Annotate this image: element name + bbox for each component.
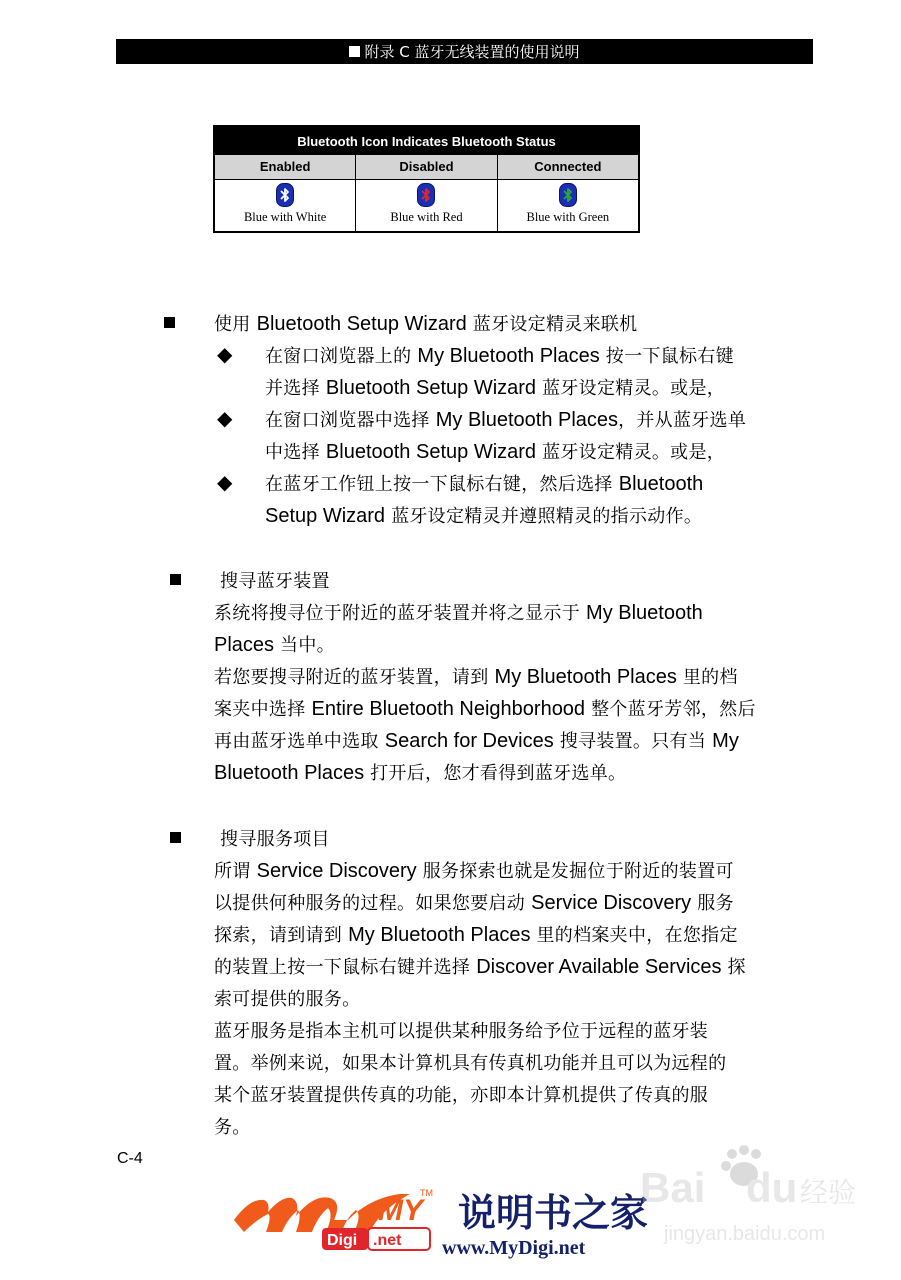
- text-segment: Places: [214, 634, 275, 656]
- text-segment: Discover Available Services: [476, 956, 722, 978]
- section2-line: [214, 759, 626, 785]
- text-segment: My Bluetooth Places: [435, 409, 619, 431]
- text-segment: Entire Bluetooth Neighborhood: [311, 698, 586, 720]
- text-segment: Search for Devices: [384, 730, 554, 752]
- section1-heading: [214, 310, 637, 336]
- text-segment: 蓝牙设定精灵并遵照精灵的指示动作。: [385, 506, 703, 527]
- text-segment: 某个蓝牙装置提供传真的功能，亦即本计算机提供了传真的服: [214, 1085, 709, 1106]
- chapter-header: [116, 39, 813, 64]
- table-title: Bluetooth Icon Indicates Bluetooth Status: [215, 127, 638, 155]
- section2-heading: 搜寻蓝牙装置: [220, 571, 330, 592]
- text-segment: 当中。: [274, 635, 335, 656]
- text-segment: 里的档: [676, 667, 738, 688]
- footer-logo: [230, 1180, 670, 1260]
- section1-item-line: [265, 470, 703, 496]
- section2-line: [214, 663, 738, 689]
- status-column-disabled: [356, 155, 497, 231]
- section2-bullet-icon: [170, 574, 181, 585]
- bluetooth-icon: [276, 183, 294, 207]
- column-description: Blue with Green: [526, 210, 610, 224]
- section1-item-line: [265, 438, 725, 464]
- text-segment: Bluetooth: [618, 473, 704, 495]
- section1-item-line: [265, 374, 725, 400]
- diamond-bullet-icon: ◆: [217, 470, 233, 494]
- text-segment: 探: [721, 957, 746, 978]
- page-number: C-4: [117, 1150, 143, 1167]
- text-segment: 蓝牙设定精灵来联机: [466, 314, 638, 335]
- watermark-bai: Bai: [640, 1164, 706, 1211]
- column-header: Enabled: [215, 155, 355, 180]
- section2-line: [214, 727, 739, 753]
- bluetooth-status-table: [213, 125, 640, 233]
- column-body: [356, 180, 496, 231]
- text-segment: 蓝牙服务是指本主机可以提供某种服务给予位于远程的蓝牙装: [214, 1021, 709, 1042]
- text-segment: 服务探索也就是发掘位于附近的装置可: [416, 861, 734, 882]
- text-segment: 探索，请到请到: [214, 925, 349, 946]
- text-segment: Bluetooth Setup Wizard: [325, 377, 537, 399]
- column-description: Blue with White: [243, 210, 327, 224]
- text-segment: 里的档案夹中，在您指定: [530, 925, 738, 946]
- text-segment: Service Discovery: [531, 892, 692, 914]
- text-segment: 在蓝牙工作钮上按一下鼠标右键，然后选择: [265, 474, 619, 495]
- column-description: Blue with Red: [390, 210, 463, 224]
- baidu-watermark: [640, 1140, 860, 1250]
- text-segment: ，并从蓝牙选单: [618, 410, 747, 431]
- section3-heading: 搜寻服务项目: [220, 829, 330, 850]
- section3-line: [214, 1113, 251, 1139]
- watermark-du: du: [746, 1164, 798, 1211]
- status-column-connected: [498, 155, 638, 231]
- column-header: Connected: [498, 155, 638, 180]
- header-title: 附录 C 蓝牙无线装置的使用说明: [364, 43, 580, 61]
- text-segment: 服务: [691, 893, 734, 914]
- text-segment: 以提供何种服务的过程。如果您要启动: [214, 893, 532, 914]
- logo-tm: TM: [420, 1188, 433, 1198]
- column-header: Disabled: [356, 155, 496, 180]
- site-title: 说明书之家: [458, 1191, 649, 1235]
- digi-text: Digi: [327, 1232, 358, 1249]
- text-segment: 中选择: [265, 442, 326, 463]
- text-segment: 务。: [214, 1117, 251, 1138]
- text-segment: 所谓: [214, 861, 257, 882]
- column-body: [498, 180, 638, 231]
- diamond-bullet-icon: ◆: [217, 406, 233, 430]
- site-url: www.MyDigi.net: [442, 1237, 586, 1259]
- text-segment: Setup Wizard: [265, 505, 386, 527]
- text-segment: 搜寻装置。只有当: [553, 731, 713, 752]
- text-segment: My: [712, 730, 739, 752]
- section1-bullet-icon: [164, 317, 175, 328]
- text-segment: 蓝牙设定精灵。或是，: [536, 378, 726, 399]
- section3-line: [214, 1049, 726, 1075]
- header-square-icon: [349, 46, 360, 57]
- net-text: .net: [373, 1232, 402, 1249]
- section2-line: [214, 599, 703, 625]
- logo-my: MY: [378, 1194, 423, 1227]
- section3-line: [214, 985, 360, 1011]
- text-segment: My Bluetooth Places: [348, 924, 531, 946]
- text-segment: Service Discovery: [256, 860, 417, 882]
- text-segment: 使用: [214, 314, 257, 335]
- section3-line: [214, 1017, 708, 1043]
- section1-item-line: [265, 342, 734, 368]
- section1-item-line: [265, 502, 702, 528]
- text-segment: 在窗口浏览器上的: [265, 346, 418, 367]
- section3-line: [214, 921, 738, 947]
- text-segment: 的装置上按一下鼠标右键并选择: [214, 957, 477, 978]
- section3-line: [214, 889, 734, 915]
- text-segment: 整个蓝牙芳邻，然后: [585, 699, 756, 720]
- text-segment: 系统将搜寻位于附近的蓝牙装置并将之显示于: [214, 603, 587, 624]
- diamond-bullet-icon: ◆: [217, 342, 233, 366]
- section1-item-line: [265, 406, 746, 432]
- section3-line: [214, 857, 734, 883]
- text-segment: 索可提供的服务。: [214, 989, 361, 1010]
- text-segment: 按一下鼠标右键: [599, 346, 734, 367]
- text-segment: 置。举例来说，如果本计算机具有传真机功能并且可以为远程的: [214, 1053, 727, 1074]
- section3-line: [214, 953, 746, 979]
- status-column-enabled: [215, 155, 356, 231]
- bluetooth-icon: [559, 183, 577, 207]
- text-segment: My Bluetooth: [586, 602, 703, 624]
- bluetooth-icon: [417, 183, 435, 207]
- text-segment: Bluetooth Setup Wizard: [256, 313, 467, 335]
- column-body: [215, 180, 355, 231]
- mydigi-logo: [230, 1180, 670, 1260]
- watermark-jingyan: 经验: [800, 1176, 857, 1209]
- text-segment: 并选择: [265, 378, 326, 399]
- text-segment: Bluetooth Setup Wizard: [325, 441, 537, 463]
- text-segment: 案夹中选择: [214, 699, 312, 720]
- text-segment: 打开后，您才看得到蓝牙选单。: [364, 763, 627, 784]
- section3-line: [214, 1081, 708, 1107]
- text-segment: 若您要搜寻附近的蓝牙装置，请到: [214, 667, 495, 688]
- watermark-url: jingyan.baidu.com: [664, 1223, 826, 1245]
- text-segment: My Bluetooth Places: [494, 666, 677, 688]
- text-segment: My Bluetooth Places: [417, 345, 600, 367]
- section2-line: [214, 695, 756, 721]
- text-segment: 再由蓝牙选单中选取: [214, 731, 385, 752]
- section3-bullet-icon: [170, 832, 181, 843]
- text-segment: 蓝牙设定精灵。或是，: [536, 442, 726, 463]
- section2-line: [214, 631, 335, 657]
- text-segment: 在窗口浏览器中选择: [265, 410, 436, 431]
- text-segment: Bluetooth Places: [214, 762, 365, 784]
